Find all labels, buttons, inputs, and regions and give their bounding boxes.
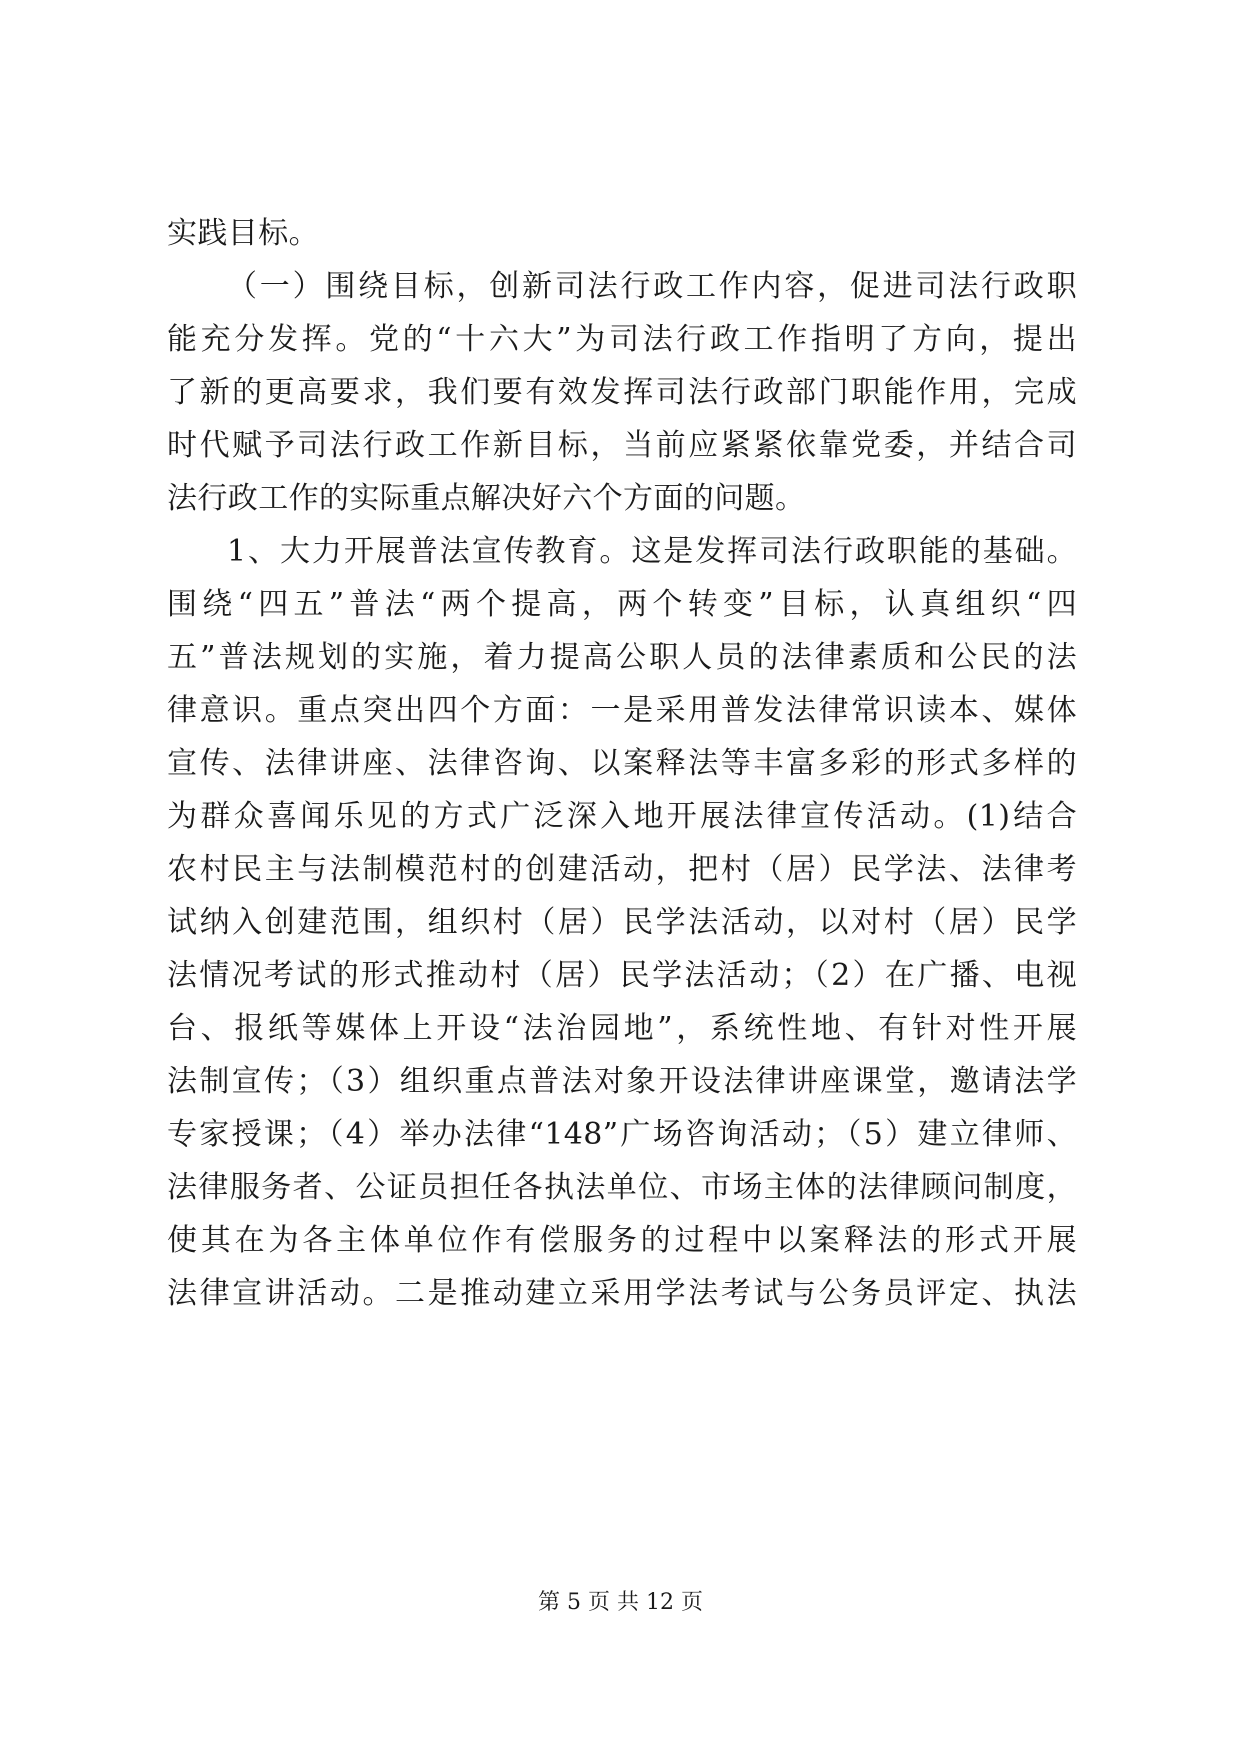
text-line: 律意识。重点突出四个方面：一是采用普发法律常识读本、媒体 bbox=[167, 693, 1077, 728]
text-line: 法行政工作的实际重点解决好六个方面的问题。 bbox=[167, 481, 806, 516]
text-line: 能充分发挥。党的“十六大”为司法行政工作指明了方向，提出 bbox=[167, 322, 1077, 357]
text-line: 实践目标。 bbox=[167, 216, 319, 251]
text-line: 法情况考试的形式推动村（居）民学法活动；（2）在广播、电视 bbox=[167, 958, 1077, 993]
text-line: 宣传、法律讲座、法律咨询、以案释法等丰富多彩的形式多样的 bbox=[167, 746, 1077, 781]
text-line: 法律服务者、公证员担任各执法单位、市场主体的法律顾问制度， bbox=[167, 1170, 1077, 1205]
text-line: 专家授课；（4）举办法律“148”广场咨询活动；（5）建立律师、 bbox=[167, 1117, 1077, 1152]
text-line: 法律宣讲活动。二是推动建立采用学法考试与公务员评定、执法 bbox=[167, 1276, 1077, 1311]
text-line: 法制宣传；（3）组织重点普法对象开设法律讲座课堂，邀请法学 bbox=[167, 1064, 1077, 1099]
text-line: 了新的更高要求，我们要有效发挥司法行政部门职能作用，完成 bbox=[167, 375, 1077, 410]
text-line: 五”普法规划的实施，着力提高公职人员的法律素质和公民的法 bbox=[167, 640, 1077, 675]
paragraph-first-line: （一）围绕目标，创新司法行政工作内容，促进司法行政职 bbox=[227, 269, 1077, 304]
text-line: 围绕“四五”普法“两个提高，两个转变”目标，认真组织“四 bbox=[167, 587, 1077, 622]
text-line: 台、报纸等媒体上开设“法治园地”，系统性地、有针对性开展 bbox=[167, 1011, 1077, 1046]
page-number-footer: 第 5 页 共 12 页 bbox=[538, 1590, 703, 1615]
text-line: 时代赋予司法行政工作新目标，当前应紧紧依靠党委，并结合司 bbox=[167, 428, 1077, 463]
text-line: 试纳入创建范围，组织村（居）民学法活动，以对村（居）民学 bbox=[167, 905, 1077, 940]
text-line: 使其在为各主体单位作有偿服务的过程中以案释法的形式开展 bbox=[167, 1223, 1077, 1258]
text-line: 为群众喜闻乐见的方式广泛深入地开展法律宣传活动。(1)结合 bbox=[167, 799, 1077, 834]
text-line: 农村民主与法制模范村的创建活动，把村（居）民学法、法律考 bbox=[167, 852, 1077, 887]
paragraph-first-line: 1、大力开展普法宣传教育。这是发挥司法行政职能的基础。 bbox=[227, 534, 1077, 569]
